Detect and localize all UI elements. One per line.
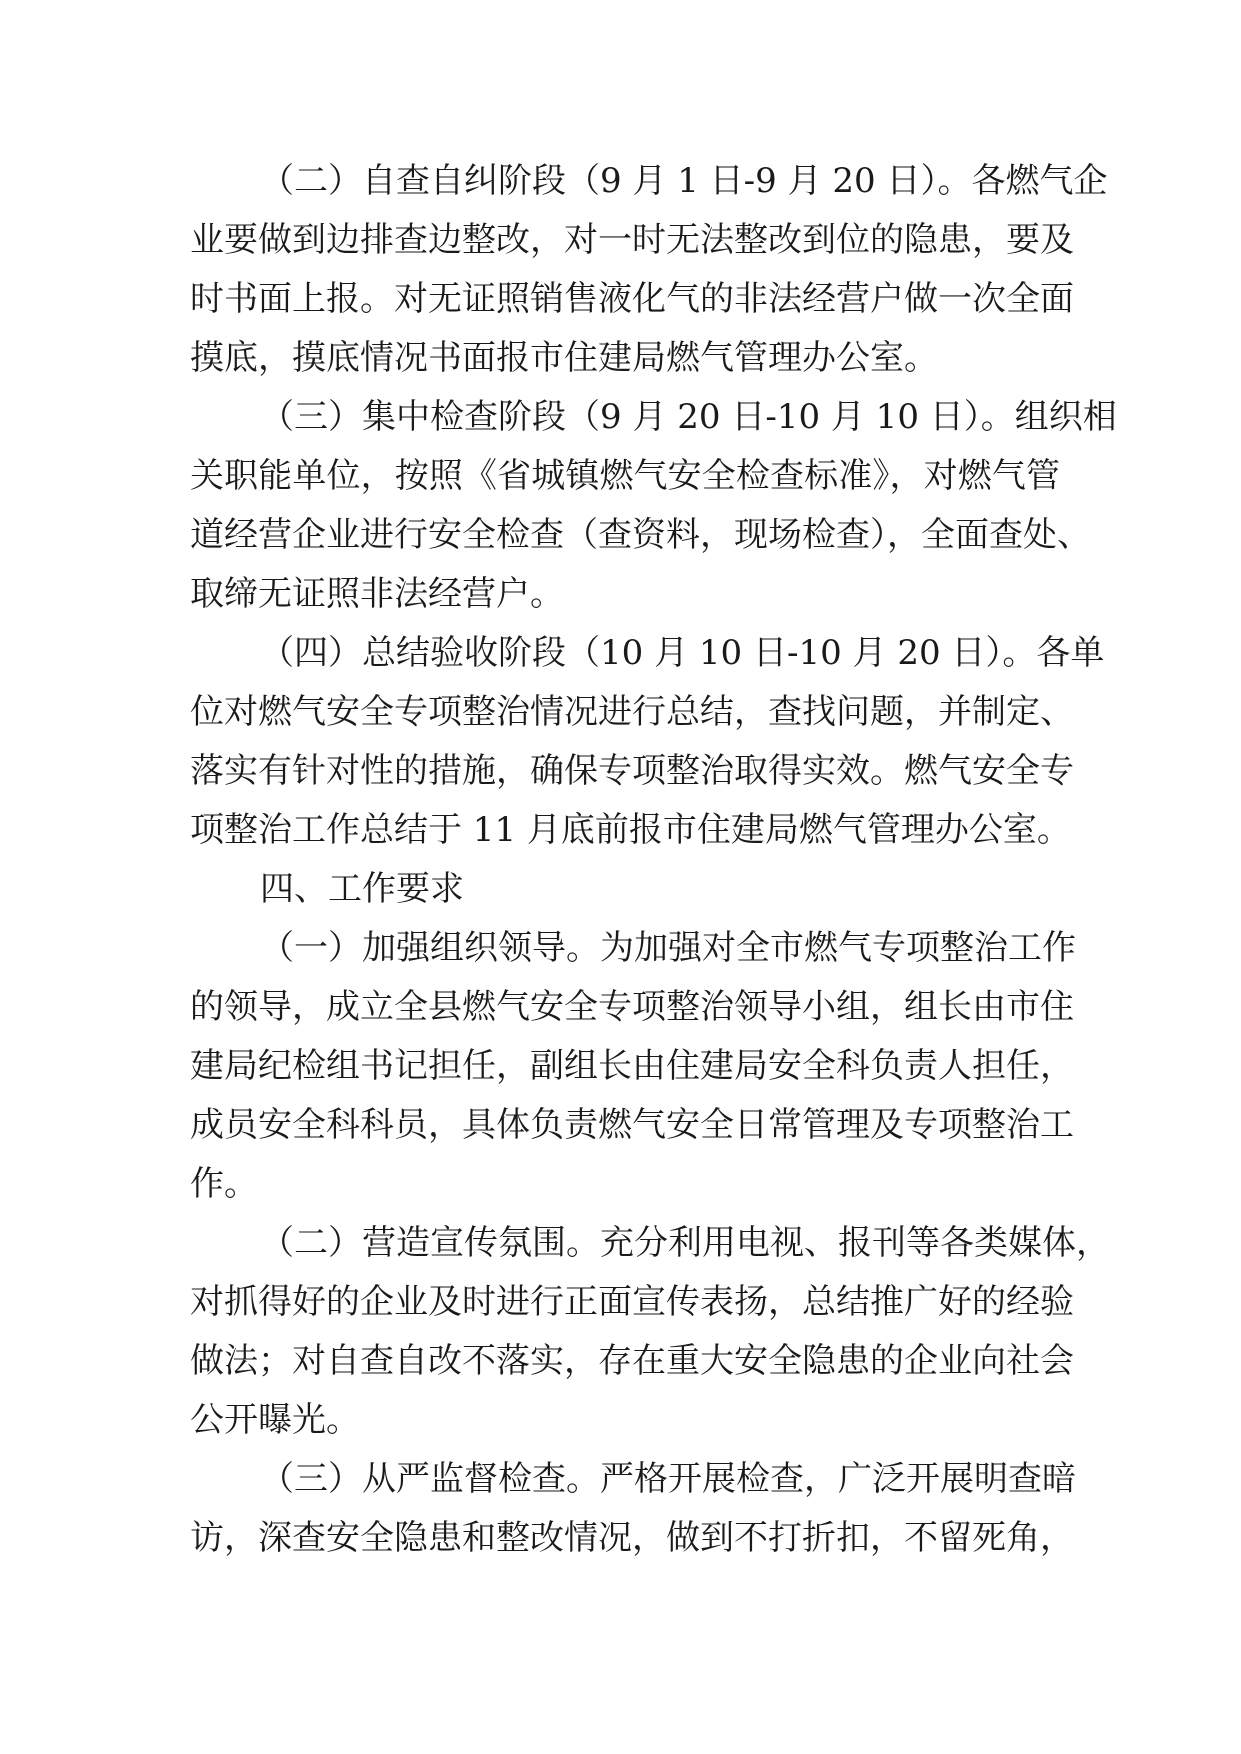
text-line: 作。 xyxy=(190,1164,258,1204)
text-line: 做法；对自查自改不落实，存在重大安全隐患的企业向社会 xyxy=(190,1341,1074,1381)
text-line: 关职能单位，按照《省城镇燃气安全检查标准》，对燃气管 xyxy=(190,456,1060,496)
text-line: 业要做到边排查边整改，对一时无法整改到位的隐患，要及 xyxy=(190,220,1074,260)
text-line: 落实有针对性的措施，确保专项整治取得实效。燃气安全专 xyxy=(190,751,1074,791)
text-line: （二）自查自纠阶段（9 月 1 日-9 月 20 日）。各燃气企 xyxy=(260,161,1108,201)
text-line: 对抓得好的企业及时进行正面宣传表扬，总结推广好的经验 xyxy=(190,1282,1074,1322)
paragraph-centralized-inspection-stage xyxy=(190,388,1117,624)
section-heading: 四、工作要求 xyxy=(260,869,464,909)
text-line: 公开曝光。 xyxy=(190,1400,360,1440)
paragraph-summary-acceptance-stage xyxy=(190,624,1105,860)
text-line: 建局纪检组书记担任，副组长由住建局安全科负责人担任， xyxy=(190,1046,1074,1086)
text-line: 访，深查安全隐患和整改情况，做到不打折扣，不留死角， xyxy=(190,1518,1074,1558)
text-line: （四）总结验收阶段（10 月 10 日-10 月 20 日）。各单 xyxy=(260,633,1105,673)
text-line: 取缔无证照非法经营户。 xyxy=(190,574,564,614)
text-line: 项整治工作总结于 11 月底前报市住建局燃气管理办公室。 xyxy=(190,810,1071,850)
text-line: （三）从严监督检查。严格开展检查，广泛开展明查暗 xyxy=(260,1459,1076,1499)
section-heading-work-requirements xyxy=(190,860,1060,919)
text-line: 摸底，摸底情况书面报市住建局燃气管理办公室。 xyxy=(190,338,938,378)
paragraph-strict-supervision xyxy=(190,1450,1076,1568)
text-line: （二）营造宣传氛围。充分利用电视、报刊等各类媒体， xyxy=(260,1223,1110,1263)
text-line: （一）加强组织领导。为加强对全市燃气专项整治工作 xyxy=(260,928,1076,968)
text-line: 的领导，成立全县燃气安全专项整治领导小组，组长由市住 xyxy=(190,987,1074,1027)
text-line: 成员安全科科员，具体负责燃气安全日常管理及专项整治工 xyxy=(190,1105,1074,1145)
paragraph-publicity-atmosphere xyxy=(190,1214,1110,1450)
paragraph-strengthen-leadership xyxy=(190,919,1076,1214)
paragraph-self-inspection-stage xyxy=(190,152,1108,388)
text-line: 道经营企业进行安全检查（查资料，现场检查），全面查处、 xyxy=(190,515,1091,555)
text-line: 时书面上报。对无证照销售液化气的非法经营户做一次全面 xyxy=(190,279,1074,319)
document-body xyxy=(190,152,1117,1568)
text-line: （三）集中检查阶段（9 月 20 日-10 月 10 日）。组织相 xyxy=(260,397,1117,437)
text-line: 位对燃气安全专项整治情况进行总结，查找问题，并制定、 xyxy=(190,692,1074,732)
